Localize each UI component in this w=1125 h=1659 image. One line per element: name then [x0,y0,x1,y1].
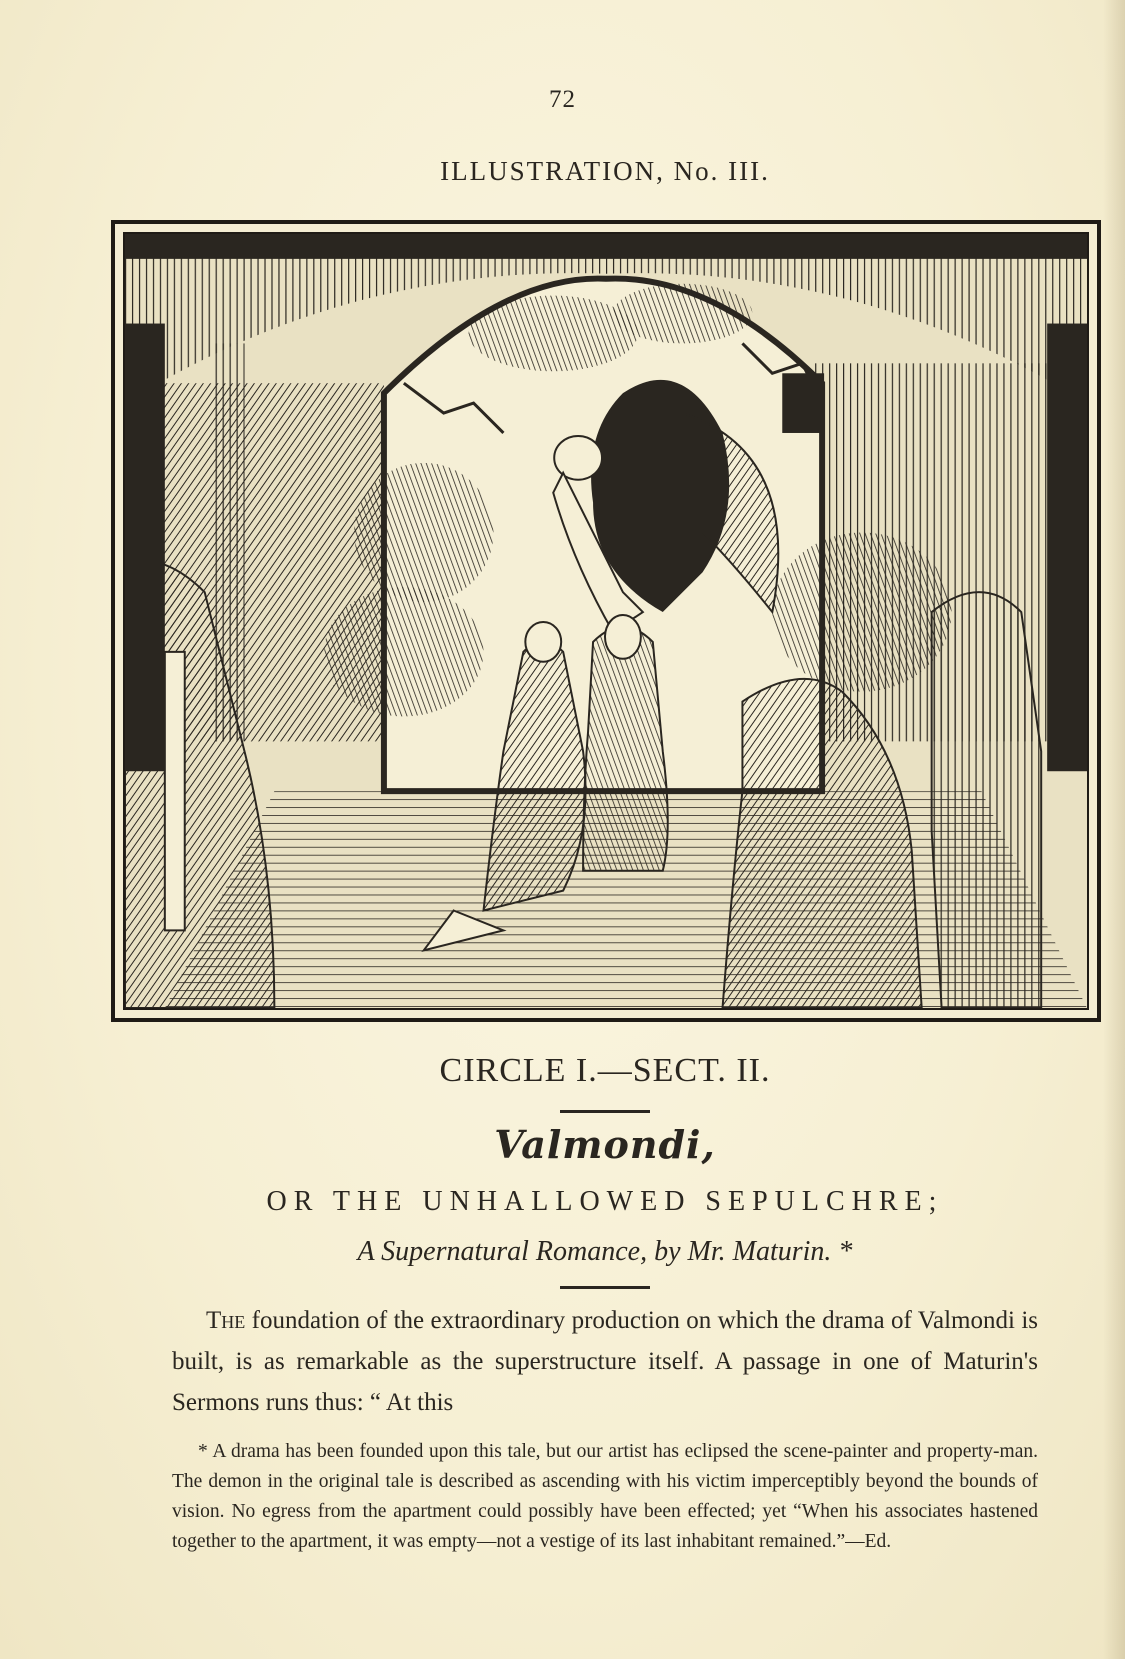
engraving-illustration [111,220,1101,1022]
story-byline: A Supernatural Romance, by Mr. Maturin. * [357,1236,853,1267]
illustration-heading: ILLUSTRATION, No. III. [440,156,770,186]
page-edge-shadow [1103,0,1125,1659]
drop-word: The [206,1307,246,1334]
body-paragraph-text: foundation of the extraordinary production on which the drama of Valmondi is built, is as remarkable as the superstructure itself. A passage in one of Maturin's Sermons runs thus: “ At this [172,1307,1038,1416]
body-paragraph [172,1300,1038,1423]
decorative-rule-bottom [560,1286,650,1289]
footnote: * A drama has been founded upon this tale, but our artist has eclipsed the scene-painter and property-man. The demon in the original tale is described as ascending with his victim imperceptibly beyond the bounds of vision. No egress from the apartment could possibly have been effected; yet “When his associates hastened together to the apartment, it was empty—not a vestige of its last inhabitant remained.”—Ed. [172,1441,1038,1552]
story-title: Valmondi, [494,1122,716,1167]
page-number: 72 [549,86,576,113]
decorative-rule-top [560,1110,650,1113]
section-heading: CIRCLE I.—SECT. II. [439,1052,771,1089]
engraving-inner-border [123,232,1089,1010]
engraving-artwork [125,234,1087,1008]
story-subtitle: OR THE UNHALLOWED SEPULCHRE; [266,1186,944,1217]
